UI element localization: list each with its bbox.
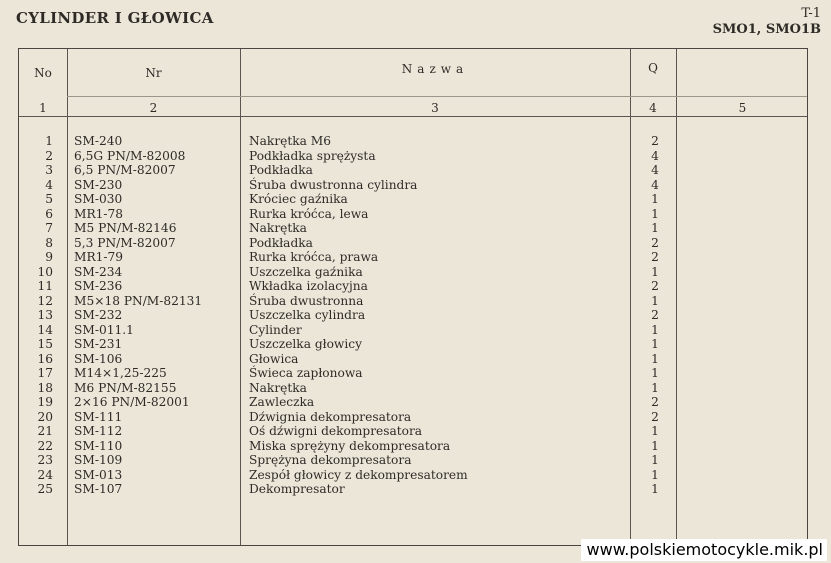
part-name: Miska sprężyny dekompresatora [249, 438, 451, 453]
part-name: Króciec gaźnika [249, 192, 348, 206]
parts-table [18, 48, 808, 546]
part-number: MR1-78 [74, 206, 124, 221]
part-number: M5 PN/M-82146 [74, 221, 177, 235]
table-row [19, 439, 809, 454]
part-number: SM-236 [74, 279, 123, 293]
row-number: 9 [45, 250, 53, 264]
column-number: 2 [149, 101, 158, 115]
part-number: SM-106 [74, 351, 123, 366]
part-quantity: 1 [651, 322, 659, 337]
table-row [19, 149, 809, 164]
part-number: SM-112 [74, 424, 123, 438]
row-number: 25 [37, 482, 53, 496]
table-row [19, 424, 809, 439]
part-number: SM-234 [74, 264, 123, 279]
table-row [19, 323, 809, 338]
table-row [19, 134, 809, 149]
column-number: 1 [39, 101, 47, 115]
part-name: Rurka króćca, prawa [249, 250, 379, 264]
table-row [19, 337, 809, 352]
part-quantity: 2 [651, 134, 659, 148]
part-name: Dekompresator [249, 482, 345, 496]
part-quantity: 1 [651, 293, 659, 308]
part-name: Śruba dwustronna [249, 293, 364, 308]
part-number: MR1-79 [74, 250, 124, 264]
row-number: 2 [45, 148, 53, 163]
page-code [713, 6, 821, 38]
part-quantity: 1 [651, 467, 659, 482]
part-name: Dźwignia dekompresatora [249, 409, 412, 424]
part-name: Świeca zapłonowa [249, 366, 363, 380]
row-number: 7 [45, 221, 53, 235]
row-number: 21 [37, 424, 53, 438]
part-quantity: 4 [651, 177, 659, 192]
table-row [19, 265, 809, 280]
row-number: 8 [45, 235, 53, 250]
header-divider [67, 96, 807, 97]
table-row [19, 352, 809, 367]
part-name: Uszczelka gaźnika [249, 264, 363, 279]
part-quantity: 2 [651, 308, 659, 322]
part-quantity: 2 [651, 250, 659, 264]
table-row [19, 279, 809, 294]
table-row [19, 178, 809, 193]
part-number: SM-111 [74, 409, 123, 424]
row-number: 22 [37, 438, 53, 453]
part-quantity: 1 [651, 192, 659, 206]
part-number: SM-110 [74, 438, 123, 453]
part-name: Sprężyna dekompresatora [249, 453, 412, 467]
part-number: SM-232 [74, 308, 123, 322]
row-number: 3 [45, 163, 53, 177]
row-number: 19 [37, 395, 53, 409]
part-name: Uszczelka głowicy [249, 337, 362, 351]
table-row [19, 221, 809, 236]
header-bottom-rule [19, 116, 807, 117]
part-number: SM-231 [74, 337, 123, 351]
row-number: 1 [45, 134, 53, 148]
part-number: SM-109 [74, 453, 123, 467]
row-number: 4 [45, 177, 53, 192]
table-row [19, 482, 809, 497]
part-quantity: 1 [651, 264, 659, 279]
part-number: 6,5G PN/M-82008 [74, 148, 186, 163]
row-number: 10 [37, 264, 53, 279]
part-quantity: 2 [651, 235, 659, 250]
part-name: Wkładka izolacyjna [249, 279, 368, 293]
part-quantity: 1 [651, 482, 659, 496]
row-number: 15 [37, 337, 53, 351]
model-codes: SMO1, SMO1B [712, 22, 821, 37]
row-number: 23 [37, 453, 53, 467]
part-quantity: 1 [651, 366, 659, 380]
row-number: 11 [37, 279, 53, 293]
row-number: 13 [37, 308, 53, 322]
part-number: SM-030 [74, 192, 123, 206]
table-row [19, 207, 809, 222]
part-number: M14×1,25-225 [74, 366, 167, 380]
part-name: Nakrętka M6 [249, 134, 332, 148]
table-row [19, 381, 809, 396]
table-row [19, 163, 809, 178]
part-quantity: 1 [651, 351, 659, 366]
part-quantity: 1 [651, 206, 659, 221]
part-name: Rurka króćca, lewa [249, 206, 369, 221]
part-number: M6 PN/M-82155 [74, 380, 177, 395]
part-number: SM-013 [74, 467, 123, 482]
part-name: Uszczelka cylindra [249, 308, 366, 322]
part-number: 2×16 PN/M-82001 [74, 395, 190, 409]
header-no: No [34, 66, 52, 80]
table-row [19, 308, 809, 323]
table-row [19, 453, 809, 468]
part-name: Nakrętka [249, 380, 307, 395]
row-number: 24 [37, 467, 53, 482]
part-quantity: 1 [651, 453, 659, 467]
part-number: SM-011.1 [74, 322, 134, 337]
part-quantity: 4 [651, 163, 659, 177]
header-q: Q [648, 61, 658, 75]
header-nr: Nr [145, 66, 162, 80]
part-quantity: 1 [651, 424, 659, 438]
table-row [19, 468, 809, 483]
row-number: 6 [45, 206, 53, 221]
part-number: 6,5 PN/M-82007 [74, 163, 176, 177]
page-title: CYLINDER I GŁOWICA [16, 9, 214, 27]
part-name: Podkładka sprężysta [249, 148, 376, 163]
part-name: Śruba dwustronna cylindra [249, 177, 418, 192]
part-quantity: 1 [651, 380, 659, 395]
part-number: SM-230 [74, 177, 123, 192]
row-number: 16 [37, 351, 53, 366]
table-row [19, 395, 809, 410]
table-row [19, 366, 809, 381]
table-row [19, 294, 809, 309]
part-name: Cylinder [249, 322, 302, 337]
part-quantity: 4 [651, 148, 659, 163]
row-number: 12 [37, 293, 53, 308]
part-name: Nakrętka [249, 221, 307, 235]
table-row [19, 236, 809, 251]
part-quantity: 1 [651, 337, 659, 351]
website-watermark: www.polskiemotocykle.mik.pl [581, 539, 827, 561]
part-quantity: 1 [651, 438, 659, 453]
part-quantity: 2 [651, 409, 659, 424]
part-quantity: 1 [651, 221, 659, 235]
column-number: 4 [649, 101, 657, 115]
row-number: 18 [37, 380, 53, 395]
part-number: SM-107 [74, 482, 123, 496]
table-row [19, 250, 809, 265]
table-row [19, 192, 809, 207]
part-quantity: 2 [651, 395, 659, 409]
column-number: 3 [431, 101, 439, 115]
part-name: Podkładka [249, 163, 313, 177]
part-name: Zespół głowicy z dekompresatorem [249, 467, 468, 482]
row-number: 5 [45, 192, 53, 206]
row-number: 14 [37, 322, 53, 337]
part-quantity: 2 [651, 279, 659, 293]
header-nazwa: Nazwa [401, 62, 469, 76]
part-number: M5×18 PN/M-82131 [74, 293, 203, 308]
part-name: Podkładka [249, 235, 313, 250]
sheet-number: T-1 [801, 6, 821, 21]
row-number: 17 [37, 366, 53, 380]
part-number: SM-240 [74, 134, 123, 148]
part-number: 5,3 PN/M-82007 [74, 235, 176, 250]
part-name: Zawleczka [249, 395, 315, 409]
table-row [19, 410, 809, 425]
column-number: 5 [738, 101, 747, 115]
parts-list [19, 134, 809, 497]
part-name: Głowica [249, 351, 299, 366]
row-number: 20 [37, 409, 53, 424]
part-name: Oś dźwigni dekompresatora [249, 424, 423, 438]
